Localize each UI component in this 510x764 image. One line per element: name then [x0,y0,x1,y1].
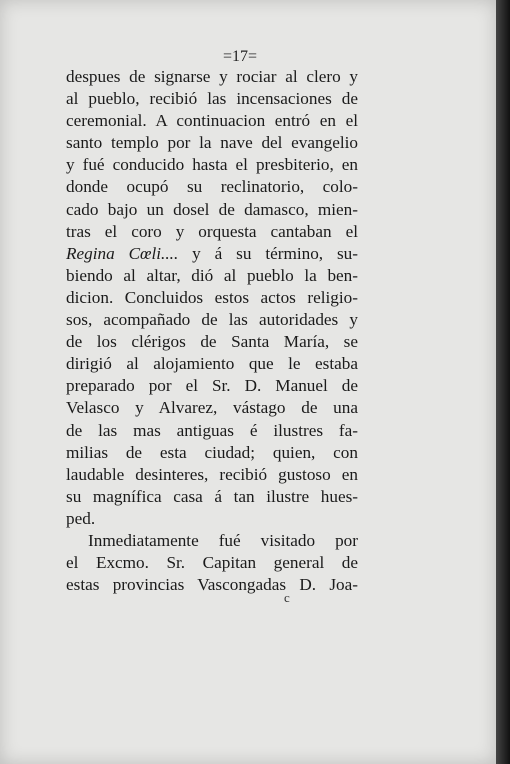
text-line: tras el coro y orquesta cantaban el [66,221,358,241]
text-line: dicion. Concluidos estos actos religio- [66,287,358,307]
text-line: biendo al altar, dió al pueblo la ben- [66,265,358,285]
text-line: santo templo por la nave del evangelio [66,133,358,153]
text-line: Velasco y Alvarez, vástago de una [66,398,358,418]
page-edge-shadow [496,0,510,764]
text-line: y fué conducido hasta el presbiterio, en [66,155,358,175]
text-line: el Excmo. Sr. Capitan general de [66,553,358,573]
text-line: ceremonial. A continuacion entró en el [66,111,358,131]
italic-phrase: Regina Cœli.... [66,243,179,263]
text-line-with-italic [66,243,358,265]
text-line: de los clérigos de Santa María, se [66,332,358,352]
text-line: preparado por el Sr. D. Manuel de [66,376,358,396]
body-text [66,66,358,596]
text-line: al pueblo, recibió las incensaciones de [66,89,358,109]
page-number: =17= [222,48,258,65]
text-line: dirigió al alojamiento que le estaba [66,354,358,374]
printer-signature-mark: c [284,590,290,605]
text-line: donde ocupó su reclinatorio, colo- [66,177,358,197]
text-fragment: y á su término, su- [178,243,358,263]
text-line: laudable desinteres, recibió gustoso en [66,464,358,484]
text-line: sos, acompañado de las autoridades y [66,310,358,330]
text-line: de las mas antiguas é ilustres fa- [66,420,358,440]
text-line: cado bajo un dosel de damasco, mien- [66,199,358,219]
text-line: milias de esta ciudad; quien, con [66,442,358,462]
paragraph-end-line: ped. [66,508,96,528]
text-line: su magnífica casa á tan ilustre hues- [66,486,358,506]
text-line: estas provincias Vascongadas D. Joa- [66,575,358,595]
text-line: despues de signarse y rociar al clero y [66,67,358,86]
paragraph-start-line: Inmediatamente fué visitado por [88,530,358,550]
